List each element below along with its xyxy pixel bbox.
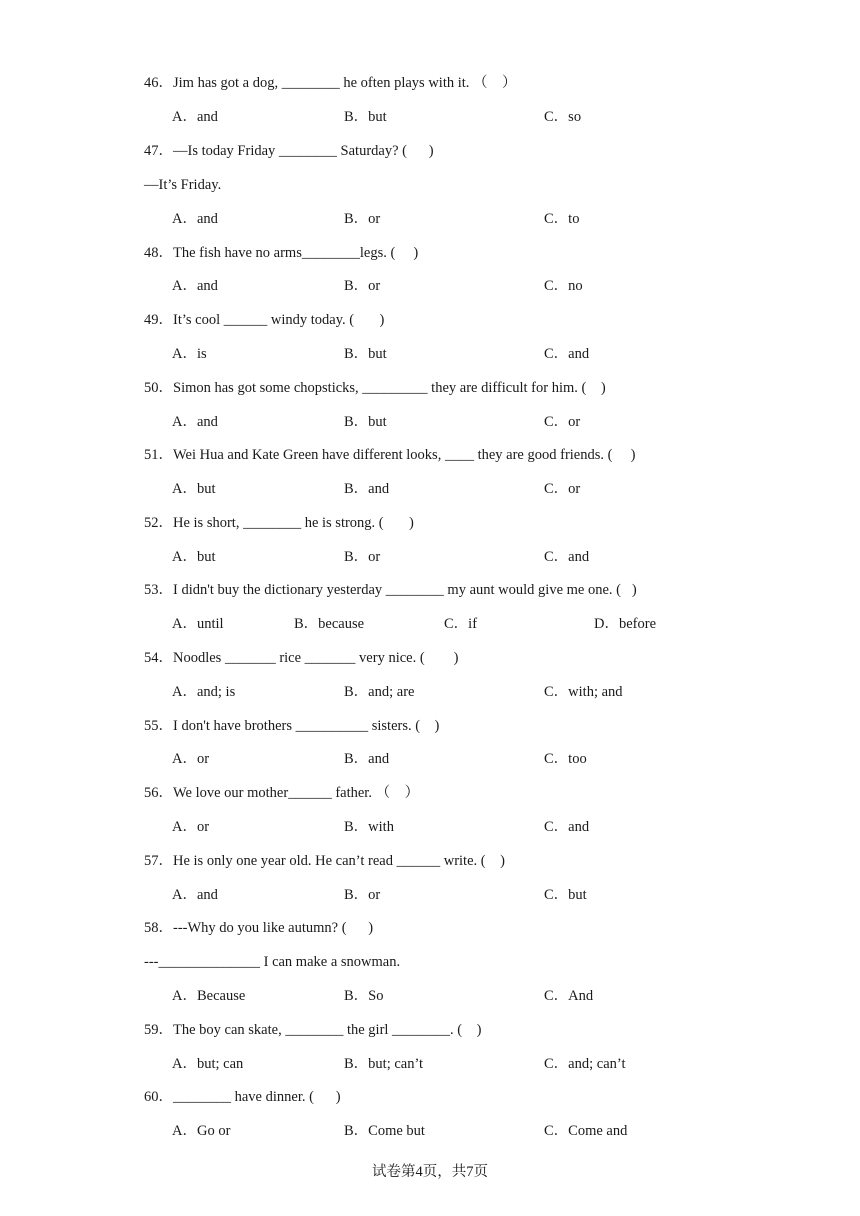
question-50: 50．Simon has got some chopsticks, _________ they are difficult for him. ( ) <box>144 380 606 396</box>
question-49: 49．It’s cool ______ windy today. ( ) <box>144 312 385 328</box>
q58-answer-line: ---______________ I can make a snowman. <box>144 954 401 970</box>
q58-option-c: C．And <box>544 988 594 1004</box>
question-54: 54．Noodles _______ rice _______ very nice. ( ) <box>144 650 459 666</box>
q50-option-a: A．and <box>172 414 218 430</box>
q52-option-b: B．or <box>344 549 381 565</box>
q54-option-c: C．with; and <box>544 684 623 700</box>
q56-option-c: C．and <box>544 819 590 835</box>
q51-option-a: A．but <box>172 481 216 497</box>
q47-answer-line: —It’s Friday. <box>144 177 222 193</box>
q60-option-a: A．Go or <box>172 1123 231 1139</box>
page-footer: 试卷第4页，共7页 <box>372 1164 488 1180</box>
q59-option-a: A．but; can <box>172 1056 244 1072</box>
q46-option-c: C．so <box>544 109 582 125</box>
question-59: 59．The boy can skate, ________ the girl ________. ( ) <box>144 1022 482 1038</box>
q53-option-d: D．before <box>594 616 657 632</box>
question-51: 51．Wei Hua and Kate Green have different looks, ____ they are good friends. ( ) <box>144 447 636 463</box>
q46-option-a: A．and <box>172 109 218 125</box>
question-46: 46．Jim has got a dog, ________ he often plays with it. （ ） <box>144 75 517 91</box>
question-57: 57．He is only one year old. He can’t read ______ write. ( ) <box>144 853 505 869</box>
q58-option-a: A．Because <box>172 988 246 1004</box>
q46-option-b: B．but <box>344 109 387 125</box>
q54-option-a: A．and; is <box>172 684 236 700</box>
q52-option-c: C．and <box>544 549 590 565</box>
q50-option-b: B．but <box>344 414 387 430</box>
q55-option-c: C．too <box>544 751 587 767</box>
q57-option-b: B．or <box>344 887 381 903</box>
question-56: 56．We love our mother______ father. （ ） <box>144 785 420 801</box>
q59-option-b: B．but; can’t <box>344 1056 424 1072</box>
question-60: 60．________ have dinner. ( ) <box>144 1089 341 1105</box>
q54-option-b: B．and; are <box>344 684 415 700</box>
q59-option-c: C．and; can’t <box>544 1056 626 1072</box>
q53-option-c: C．if <box>444 616 478 632</box>
q51-option-c: C．or <box>544 481 581 497</box>
q47-option-c: C．to <box>544 211 580 227</box>
q47-option-a: A．and <box>172 211 218 227</box>
question-53: 53．I didn't buy the dictionary yesterday ________ my aunt would give me one. ( ) <box>144 582 637 598</box>
q49-option-c: C．and <box>544 346 590 362</box>
q51-option-b: B．and <box>344 481 390 497</box>
q53-option-a: A．until <box>172 616 224 632</box>
q47-option-b: B．or <box>344 211 381 227</box>
q60-option-b: B．Come but <box>344 1123 425 1139</box>
q55-option-a: A．or <box>172 751 210 767</box>
q57-option-c: C．but <box>544 887 587 903</box>
q56-option-a: A．or <box>172 819 210 835</box>
q56-option-b: B．with <box>344 819 394 835</box>
question-55: 55．I don't have brothers __________ sisters. ( ) <box>144 718 440 734</box>
question-47: 47．—Is today Friday ________ Saturday? ( ) <box>144 143 434 159</box>
q55-option-b: B．and <box>344 751 390 767</box>
question-58: 58．---Why do you like autumn? ( ) <box>144 920 374 936</box>
q49-option-b: B．but <box>344 346 387 362</box>
q48-option-b: B．or <box>344 278 381 294</box>
q50-option-c: C．or <box>544 414 581 430</box>
q57-option-a: A．and <box>172 887 218 903</box>
q48-option-c: C．no <box>544 278 583 294</box>
q49-option-a: A．is <box>172 346 207 362</box>
q52-option-a: A．but <box>172 549 216 565</box>
q48-option-a: A．and <box>172 278 218 294</box>
q60-option-c: C．Come and <box>544 1123 628 1139</box>
q53-option-b: B．because <box>294 616 365 632</box>
q58-option-b: B．So <box>344 988 384 1004</box>
question-52: 52．He is short, ________ he is strong. ( ) <box>144 515 414 531</box>
question-48: 48．The fish have no arms________legs. ( ) <box>144 245 419 261</box>
